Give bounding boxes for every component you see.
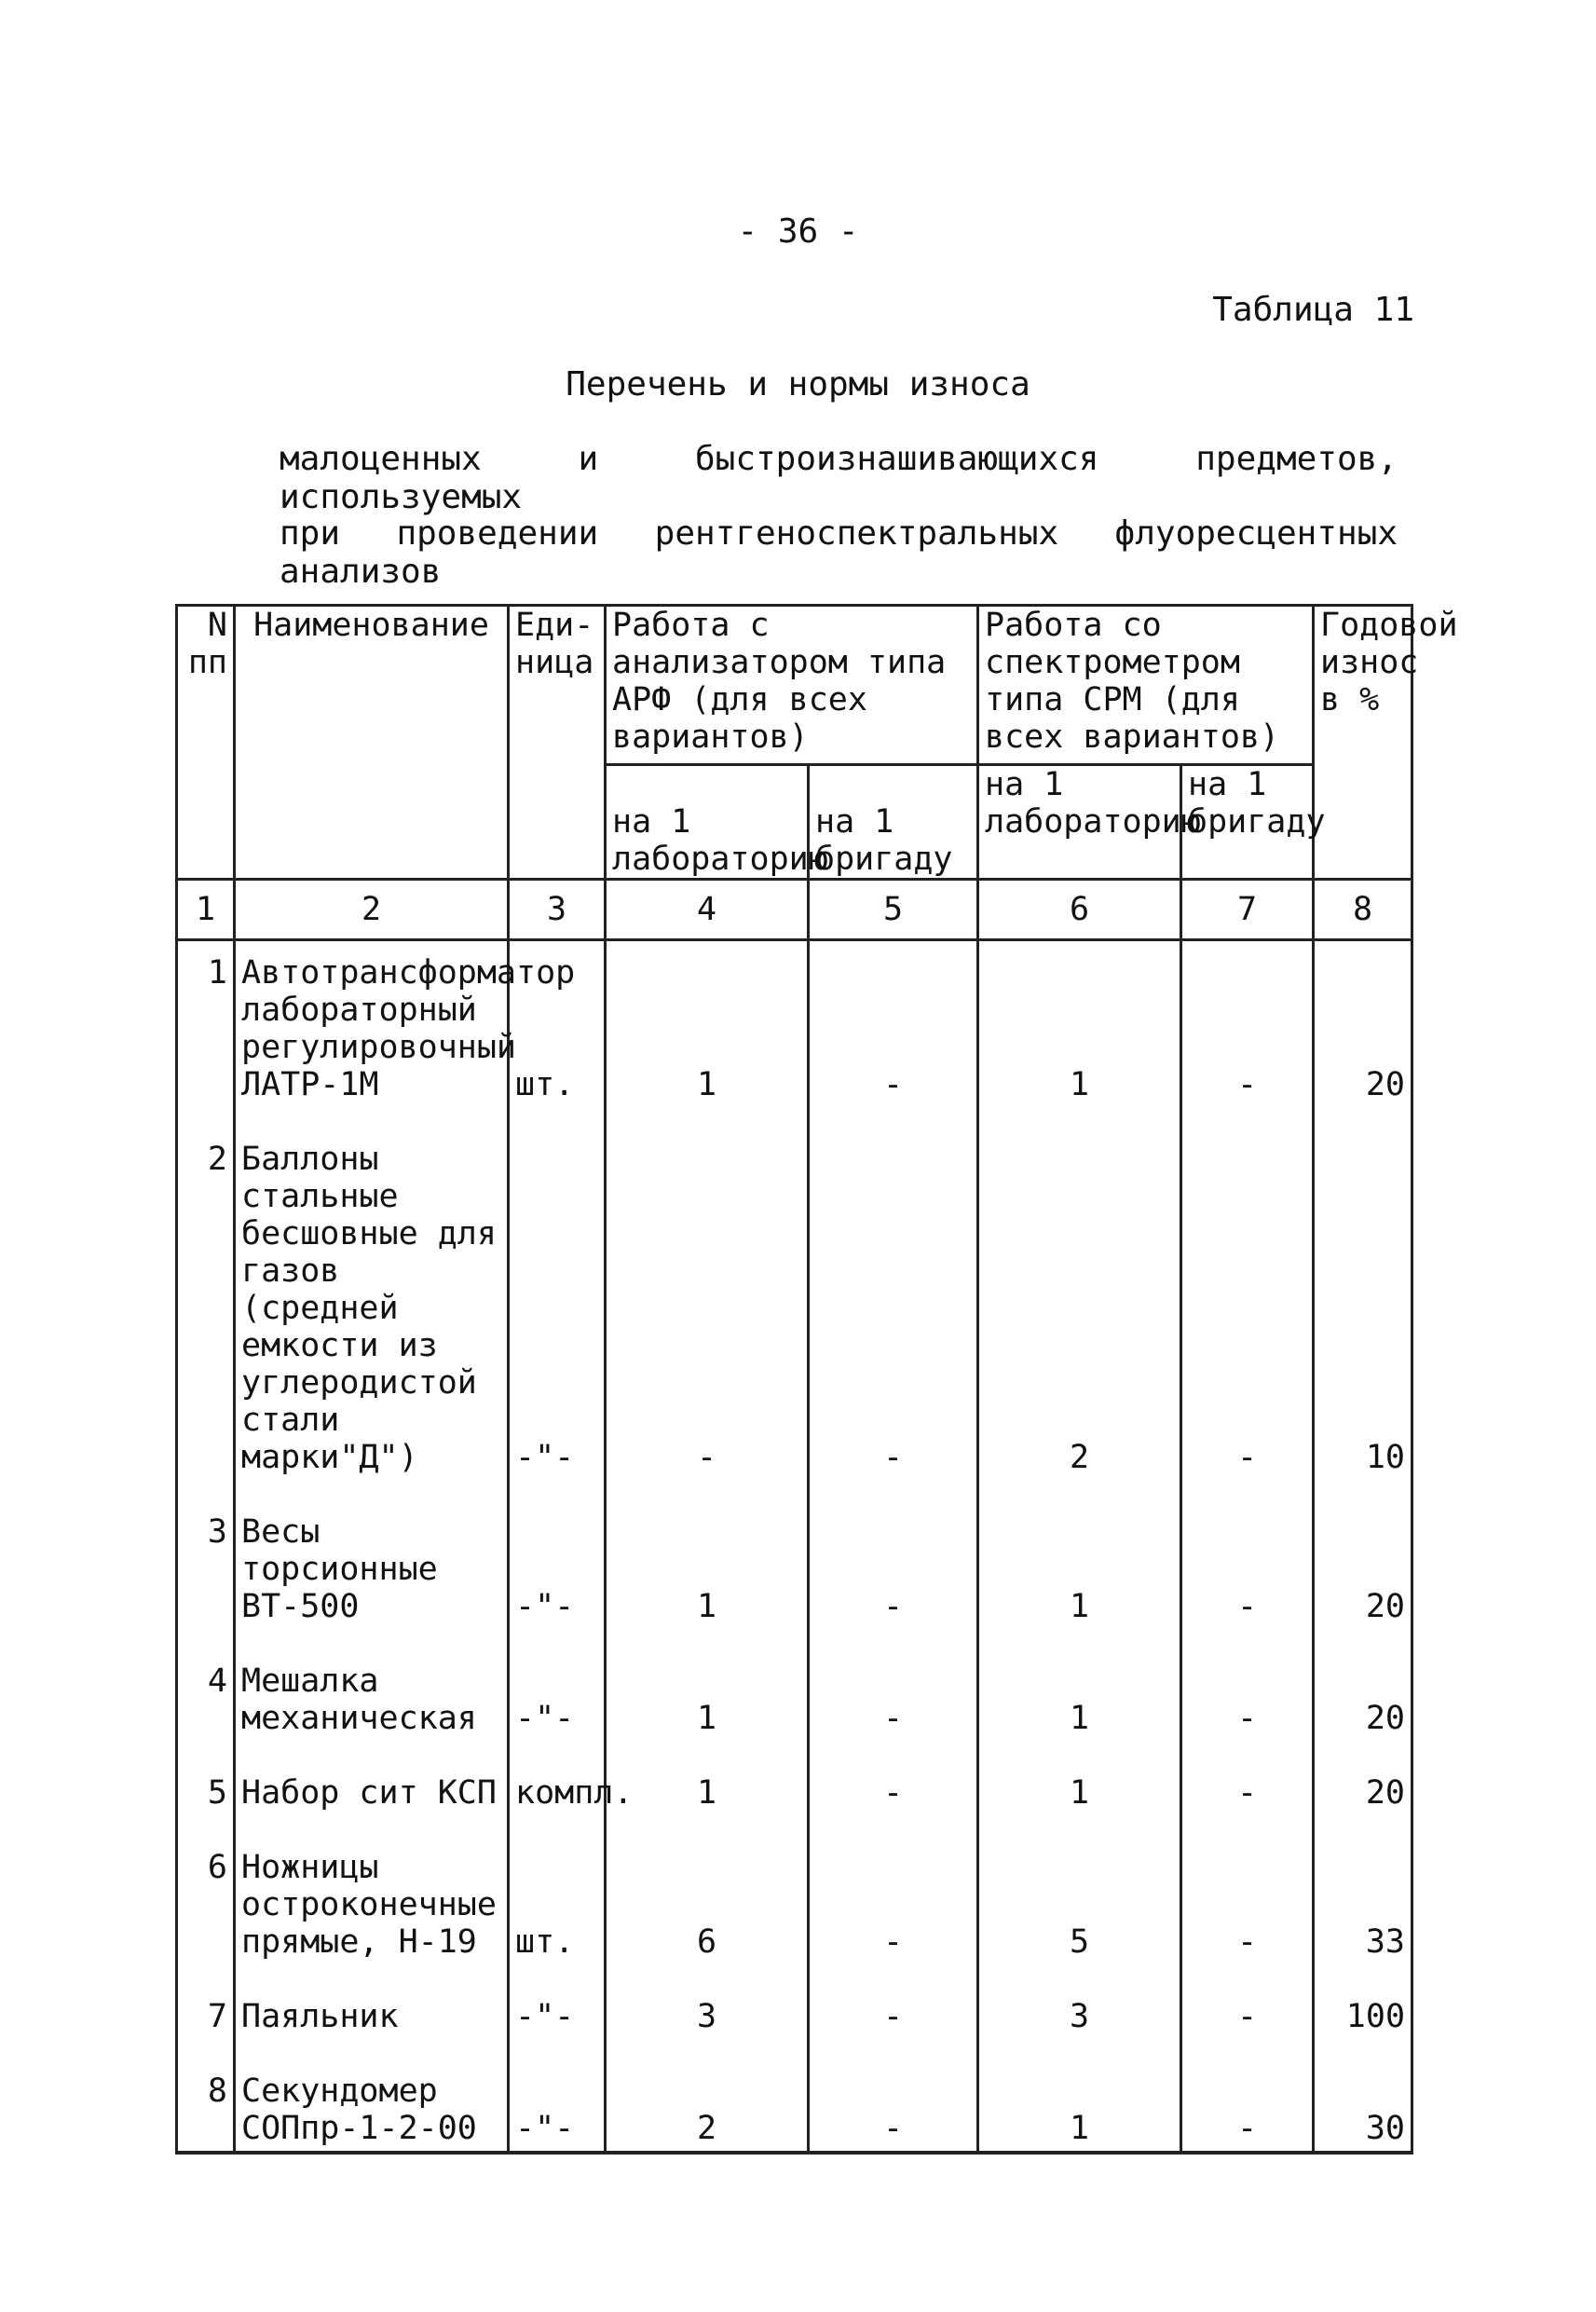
header-num: N пп <box>177 606 235 880</box>
table-cell-wear: 33 <box>1314 1836 1412 1985</box>
colnum-6: 6 <box>978 880 1181 940</box>
table-cell-arf-brig: - <box>809 1128 978 1500</box>
header-arf-lab: на 1 лабораторию <box>606 765 809 880</box>
table-cell-name: Автотрансформатор лабораторный регулировочный ЛАТР-1М <box>235 940 509 1129</box>
header-wear: Годовой износ в % <box>1314 606 1412 880</box>
table-cell-srm-lab: 1 <box>978 2059 1181 2153</box>
table-cell-srm-brig: - <box>1181 1985 1314 2059</box>
table-title-line3: при проведении рентгеноспектральных флуоресцентных анализов <box>280 514 1398 591</box>
table-row <box>177 1128 1412 1500</box>
table-cell-srm-lab: 1 <box>978 1649 1181 1761</box>
colnum-8: 8 <box>1314 880 1412 940</box>
table-cell-unit: -"- <box>509 1500 606 1649</box>
table-cell-srm-lab: 2 <box>978 1128 1181 1500</box>
table-cell-srm-lab: 1 <box>978 1500 1181 1649</box>
table-cell-srm-brig: - <box>1181 1761 1314 1836</box>
table-cell-srm-brig: - <box>1181 1836 1314 1985</box>
header-name: Наименование <box>235 606 509 880</box>
colnum-3: 3 <box>509 880 606 940</box>
table-cell-srm-brig: - <box>1181 1128 1314 1500</box>
table-cell-arf-lab: 1 <box>606 1500 809 1649</box>
table-cell-unit: -"- <box>509 2059 606 2153</box>
table-cell-name: Мешалка механическая <box>235 1649 509 1761</box>
table-cell-num: 3 <box>177 1500 235 1649</box>
table-cell-num: 8 <box>177 2059 235 2153</box>
table-cell-name: Ножницы остроконечные прямые, Н-19 <box>235 1836 509 1985</box>
table-cell-wear: 20 <box>1314 1649 1412 1761</box>
table-cell-arf-lab: 1 <box>606 1761 809 1836</box>
table-cell-arf-lab: 1 <box>606 1649 809 1761</box>
table-cell-arf-lab: 3 <box>606 1985 809 2059</box>
table-cell-arf-lab: 1 <box>606 940 809 1129</box>
table-cell-srm-lab: 1 <box>978 940 1181 1129</box>
table-cell-arf-lab: - <box>606 1128 809 1500</box>
wear-norms-table <box>175 604 1458 2155</box>
header-srm-lab: на 1 лабораторию <box>978 765 1181 880</box>
table-cell-num: 6 <box>177 1836 235 1985</box>
table-row <box>177 1649 1412 1761</box>
colnum-7: 7 <box>1181 880 1314 940</box>
table-cell-wear: 20 <box>1314 1761 1412 1836</box>
table-cell-srm-brig: - <box>1181 1649 1314 1761</box>
table-row <box>177 1500 1412 1649</box>
table-cell-num: 7 <box>177 1985 235 2059</box>
table-cell-arf-lab: 6 <box>606 1836 809 1985</box>
table-cell-arf-brig: - <box>809 2059 978 2153</box>
table-row <box>177 1836 1412 1985</box>
table-cell-unit: -"- <box>509 1128 606 1500</box>
table-cell-srm-brig: - <box>1181 2059 1314 2153</box>
table-cell-wear: 20 <box>1314 940 1412 1129</box>
table-cell-unit: компл. <box>509 1761 606 1836</box>
table-cell-unit: шт. <box>509 940 606 1129</box>
table-cell-num: 1 <box>177 940 235 1129</box>
table-cell-arf-lab: 2 <box>606 2059 809 2153</box>
table-cell-arf-brig: - <box>809 940 978 1129</box>
table-cell-unit: -"- <box>509 1985 606 2059</box>
table-cell-arf-brig: - <box>809 1500 978 1649</box>
table-cell-num: 5 <box>177 1761 235 1836</box>
table-cell-wear: 30 <box>1314 2059 1412 2153</box>
table-cell-name: Паяльник <box>235 1985 509 2059</box>
table-cell-srm-lab: 1 <box>978 1761 1181 1836</box>
table-cell-num: 4 <box>177 1649 235 1761</box>
table-title-line1: Перечень и нормы износа <box>566 365 1030 404</box>
table-cell-unit: -"- <box>509 1649 606 1761</box>
table-row <box>177 1985 1412 2059</box>
header-unit: Еди- ница <box>509 606 606 880</box>
page-number: - 36 - <box>737 212 859 251</box>
table-cell-unit: шт. <box>509 1836 606 1985</box>
table-cell-arf-brig: - <box>809 1985 978 2059</box>
column-number-row <box>177 880 1412 940</box>
table-title-line2: малоценных и быстроизнашивающихся предметов, используемых <box>280 440 1398 516</box>
table-cell-srm-lab: 5 <box>978 1836 1181 1985</box>
table-cell-wear: 20 <box>1314 1500 1412 1649</box>
table-row <box>177 940 1412 1129</box>
colnum-2: 2 <box>235 880 509 940</box>
table-row <box>177 1761 1412 1836</box>
colnum-5: 5 <box>809 880 978 940</box>
table-cell-num: 2 <box>177 1128 235 1500</box>
header-arf: Работа с анализатором типа АРФ (для всех вариантов) <box>606 606 978 765</box>
colnum-1: 1 <box>177 880 235 940</box>
table-cell-wear: 10 <box>1314 1128 1412 1500</box>
table-cell-name: Секундомер СОПпр-1-2-00 <box>235 2059 509 2153</box>
table-cell-arf-brig: - <box>809 1761 978 1836</box>
table-cell-wear: 100 <box>1314 1985 1412 2059</box>
table-cell-arf-brig: - <box>809 1649 978 1761</box>
table-cell-srm-brig: - <box>1181 940 1314 1129</box>
table-label: Таблица 11 <box>1212 291 1414 329</box>
table-cell-name: Баллоны стальные бесшовные для газов (средней емкости из углеродистой стали марки"Д") <box>235 1128 509 1500</box>
header-arf-brig: на 1 бригаду <box>809 765 978 880</box>
table-cell-srm-lab: 3 <box>978 1985 1181 2059</box>
table-row <box>177 2059 1412 2153</box>
table-cell-srm-brig: - <box>1181 1500 1314 1649</box>
colnum-4: 4 <box>606 880 809 940</box>
table-cell-arf-brig: - <box>809 1836 978 1985</box>
table-cell-name: Весы торсионные ВТ-500 <box>235 1500 509 1649</box>
header-srm-brig: на 1 бригаду <box>1181 765 1314 880</box>
table-cell-name: Набор сит КСП <box>235 1761 509 1836</box>
header-srm: Работа со спектрометром типа СРМ (для всех вариантов) <box>978 606 1314 765</box>
